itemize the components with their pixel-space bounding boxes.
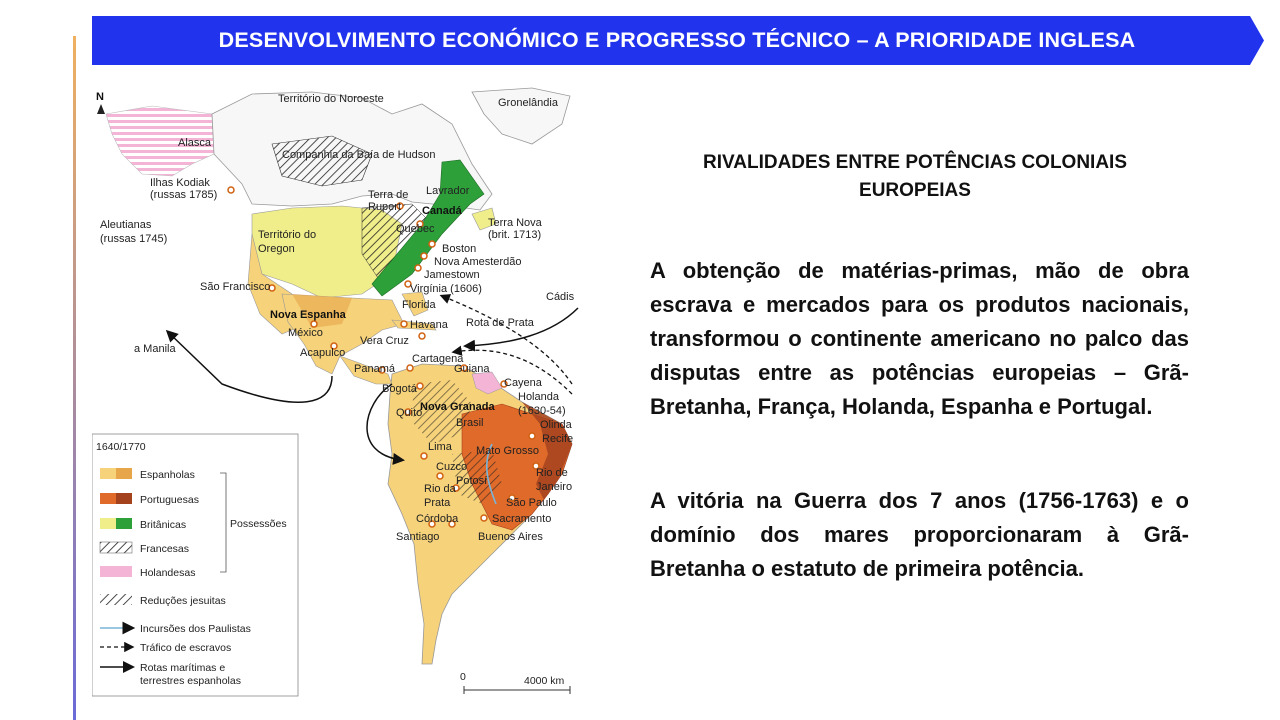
legend-period: 1640/1770 bbox=[96, 441, 146, 453]
label-alasca: Alasca bbox=[178, 137, 212, 149]
page-title: DESENVOLVIMENTO ECONÓMICO E PROGRESSO TÉCNICO – A PRIORIDADE INGLESA bbox=[218, 28, 1136, 52]
label-noroeste: Território do Noroeste bbox=[278, 93, 384, 105]
label-quito: Quito bbox=[396, 407, 423, 419]
label-riodejaneiro-1: Rio de bbox=[536, 467, 568, 479]
label-canada: Canadá bbox=[422, 205, 462, 217]
label-buenosaires: Buenos Aires bbox=[478, 531, 543, 543]
legend-swatch-french bbox=[100, 542, 132, 553]
label-florida: Florida bbox=[402, 299, 436, 311]
label-boston: Boston bbox=[442, 243, 477, 255]
label-terranova-2: (brit. 1713) bbox=[488, 229, 542, 241]
legend-francesas: Francesas bbox=[140, 543, 190, 555]
legend-swatch-portuguese bbox=[100, 493, 116, 504]
label-kodiak-1: Ilhas Kodiak bbox=[150, 177, 210, 189]
label-havana: Havana bbox=[410, 319, 448, 331]
label-bogota: Bogotá bbox=[382, 383, 417, 395]
scale-max: 4000 km bbox=[524, 675, 565, 687]
map-legend bbox=[92, 434, 298, 696]
label-rupert-1: Terra de bbox=[368, 189, 409, 201]
legend-paulistas: Incursões dos Paulistas bbox=[140, 623, 251, 635]
label-aleutianas-2: (russas 1745) bbox=[100, 233, 168, 245]
label-quebec: Quebec bbox=[396, 223, 435, 235]
label-recife: Recife bbox=[542, 433, 574, 445]
legend-swatch-jesuit bbox=[100, 594, 132, 605]
legend-holandesas: Holandesas bbox=[140, 567, 196, 579]
label-lavrador: Lavrador bbox=[426, 185, 470, 197]
label-potosi: Potosí bbox=[456, 475, 488, 487]
label-guiana: Guiana bbox=[454, 363, 490, 375]
label-cordoba: Córdoba bbox=[416, 513, 459, 525]
label-riodejaneiro-2: Janeiro bbox=[536, 481, 573, 493]
label-oregon-2: Oregon bbox=[258, 243, 295, 255]
scale-zero: 0 bbox=[460, 671, 466, 683]
legend-espanholas: Espanholas bbox=[140, 469, 195, 481]
label-riodaprata-2: Prata bbox=[424, 497, 451, 509]
legend-swatch-british bbox=[100, 518, 116, 529]
label-saopaulo: São Paulo bbox=[506, 497, 557, 509]
label-holanda-2: (1630-54) bbox=[518, 405, 566, 417]
section-subtitle bbox=[640, 149, 1190, 205]
label-cuzco: Cuzco bbox=[436, 461, 468, 473]
label-saofrancisco: São Francisco bbox=[200, 281, 271, 293]
legend-portuguesas: Portuguesas bbox=[140, 494, 199, 506]
legend-rotas-1: Rotas marítimas e bbox=[140, 662, 226, 674]
north-indicator: N bbox=[96, 91, 104, 103]
label-jamestown: Jamestown bbox=[424, 269, 480, 281]
label-amesterdao: Nova Amesterdão bbox=[434, 256, 522, 268]
legend-escravos: Tráfico de escravos bbox=[140, 642, 232, 654]
label-panama: Panamá bbox=[354, 363, 395, 375]
label-santiago: Santiago bbox=[396, 531, 440, 543]
paragraph-2: A vitória na Guerra dos 7 anos (1756-1763) e o domínio dos mares proporcionaram à Grã-Bretanha o estatuto de primeira potência. bbox=[650, 488, 1189, 581]
label-terranova-1: Terra Nova bbox=[488, 217, 542, 229]
title-banner bbox=[92, 16, 1264, 65]
label-rotaprata: Rota de Prata bbox=[466, 317, 534, 329]
label-holanda-1: Holanda bbox=[518, 391, 559, 403]
label-cartagena: Cartagena bbox=[412, 353, 464, 365]
legend-possessoes: Possessões bbox=[230, 518, 287, 530]
label-rupert-2: Rupert bbox=[368, 201, 402, 213]
label-sacramento: Sacramento bbox=[492, 513, 552, 525]
legend-reducoes: Reduções jesuitas bbox=[140, 595, 226, 607]
legend-swatch-dutch bbox=[100, 566, 132, 577]
label-manila: a Manila bbox=[134, 343, 176, 355]
label-riodaprata-1: Rio da bbox=[424, 483, 456, 495]
legend-rotas-2: terrestres espanholas bbox=[140, 675, 241, 687]
paragraph-1: A obtenção de matérias-primas, mão de obra escrava e mercados para os produtos nacionais, transformou o continente americano no palco das disputas entre as potências europeias – Grã-Bretanha, França, Holanda, Espanha e Portugal. bbox=[650, 258, 1189, 419]
label-mexico: México bbox=[288, 327, 323, 339]
label-veracruz: Vera Cruz bbox=[360, 335, 409, 347]
label-lima: Lima bbox=[428, 441, 452, 453]
label-novagranada: Nova Granada bbox=[420, 401, 495, 413]
label-matogrosso: Mato Grosso bbox=[476, 445, 539, 457]
label-acapulco: Acapulco bbox=[300, 347, 346, 359]
subtitle-line-2: EUROPEIAS bbox=[859, 180, 971, 201]
label-novaespanha: Nova Espanha bbox=[270, 309, 346, 321]
legend-swatch-spanish bbox=[100, 468, 116, 479]
subtitle-line-1: RIVALIDADES ENTRE POTÊNCIAS COLONIAIS bbox=[702, 152, 1127, 173]
left-accent-line bbox=[73, 36, 76, 720]
legend-britanicas: Britânicas bbox=[140, 519, 187, 531]
label-hudson: Companhia da Baía de Hudson bbox=[282, 149, 436, 161]
label-brasil: Brasil bbox=[456, 417, 484, 429]
label-cadis: Cádis bbox=[546, 291, 575, 303]
label-olinda: Olinda bbox=[540, 419, 572, 431]
colonial-map bbox=[92, 84, 584, 704]
colonial-map-svg bbox=[92, 84, 584, 704]
label-oregon-1: Território do bbox=[258, 229, 317, 241]
label-gronelandia: Gronelândia bbox=[498, 97, 558, 109]
label-aleutianas-1: Aleutianas bbox=[100, 219, 152, 231]
label-kodiak-2: (russas 1785) bbox=[150, 189, 218, 201]
label-virginia: Virgínia (1606) bbox=[410, 283, 482, 295]
label-cayena: Cayena bbox=[504, 377, 542, 389]
